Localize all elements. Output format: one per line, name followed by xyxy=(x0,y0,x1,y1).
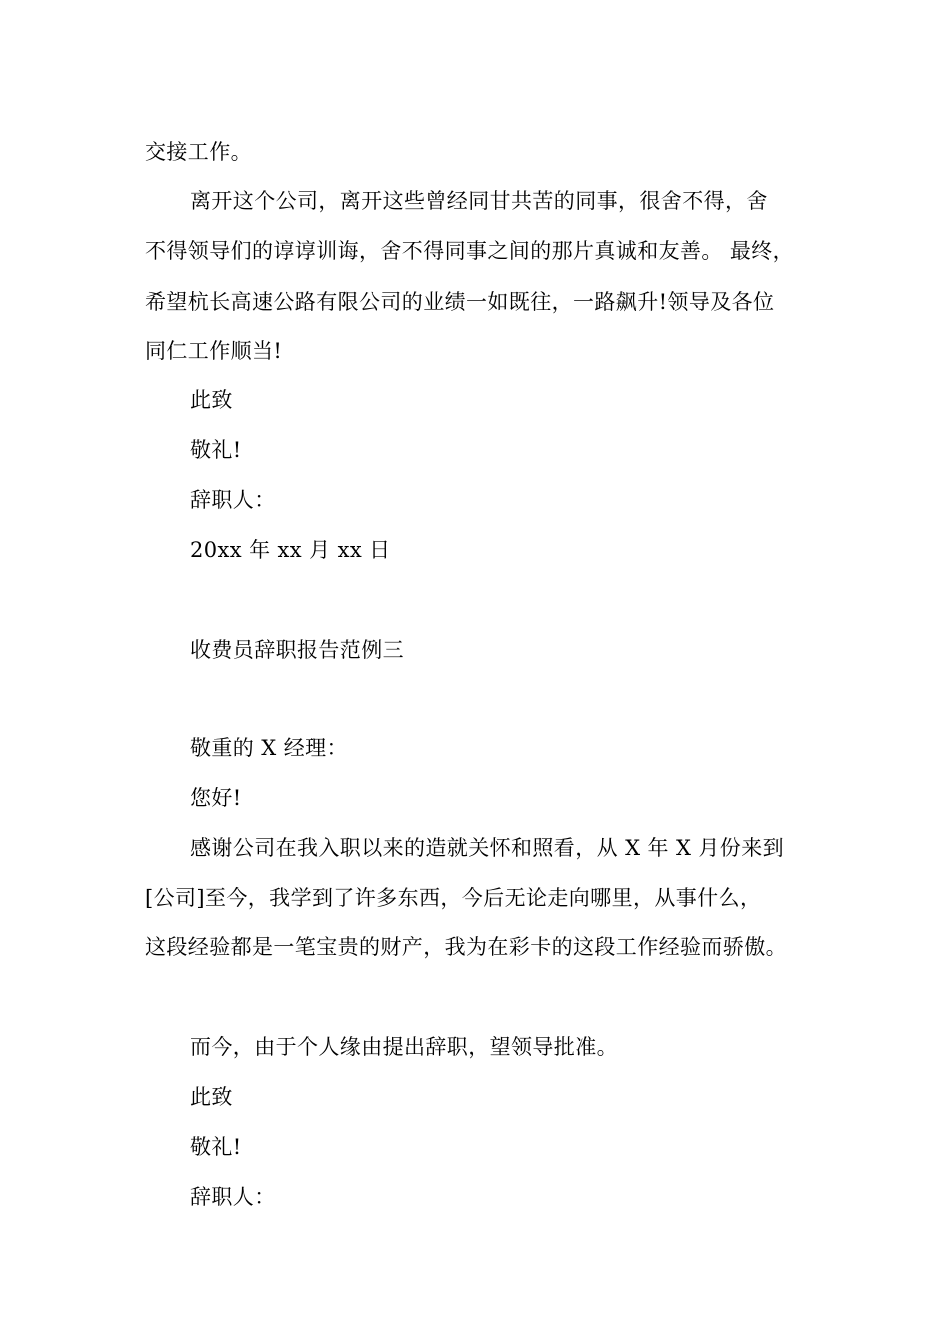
signature-label: 辞职人： xyxy=(190,1185,276,1209)
paragraph-line: 这段经验都是一笔宝贵的财产，我为在彩卡的这段工作经验而骄傲。 xyxy=(145,935,787,959)
paragraph-line: 感谢公司在我入职以来的造就关怀和照看，从 X 年 X 月份来到 xyxy=(190,836,784,860)
paragraph-line: 同仁工作顺当! xyxy=(145,339,283,363)
closing-line: 敬礼! xyxy=(190,1135,242,1159)
greeting: 您好! xyxy=(190,786,242,810)
signature-label: 辞职人： xyxy=(190,488,276,512)
closing-line: 此致 xyxy=(190,1085,233,1109)
date-line: 20xx 年 xx 月 xx 日 xyxy=(190,538,391,562)
paragraph-line: 而今，由于个人缘由提出辞职，望领导批准。 xyxy=(190,1035,618,1059)
section-title: 收费员辞职报告范例三 xyxy=(190,638,404,662)
paragraph-line: 离开这个公司，离开这些曾经同甘共苦的同事，很舍不得，舍 xyxy=(190,189,768,213)
paragraph-line: 希望杭长高速公路有限公司的业绩一如既往，一路飙升!领导及各位 xyxy=(145,290,775,314)
closing-line: 此致 xyxy=(190,388,233,412)
paragraph-line: 不得领导们的谆谆训诲，舍不得同事之间的那片真诚和友善。 最终， xyxy=(145,239,795,263)
paragraph-line: 交接工作。 xyxy=(145,140,252,164)
paragraph-line: [公司]至今，我学到了许多东西，今后无论走向哪里，从事什么， xyxy=(145,886,762,910)
salutation: 敬重的 X 经理： xyxy=(190,736,348,760)
closing-line: 敬礼! xyxy=(190,438,242,462)
